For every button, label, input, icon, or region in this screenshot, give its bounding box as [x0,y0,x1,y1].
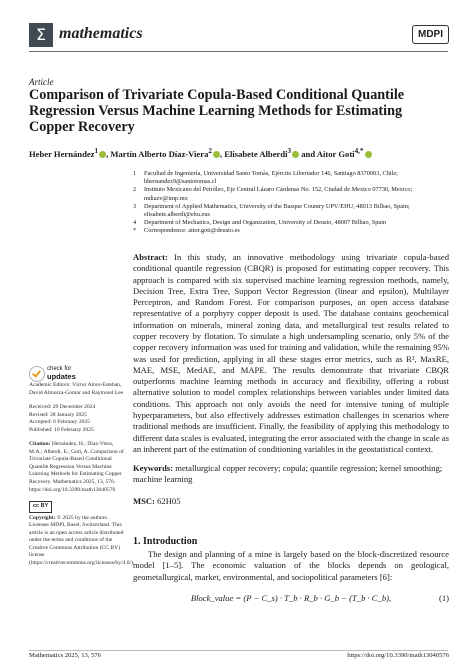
author-name[interactable]: Heber Hernández [29,148,95,159]
equation-body: Block_value = (P − C_s) · T_b · R_b · G_b − (T_b · C_b), [190,593,392,603]
orcid-icon[interactable] [213,151,220,158]
check-updates-text: check for updates [47,366,76,381]
affiliation-number: 1 [133,170,137,177]
intro-text: The design and planning of a mine is largely based on the block-discretized resource model [1–5]. The economic valuation of the blocks depends on geological, geometallurgical, market, environmental, and sociopolitical parameters [6]: [133,549,449,582]
intro-paragraph [133,549,449,583]
journal-name: mathematics [59,25,143,42]
keywords [133,463,449,486]
citation-text[interactable]: Hernández, H.; Díaz-Viera, M.A.; Alberdi, E.; Goti, A. Comparison of Trivariate Copula-Based Conditional Quantile Regression Versus Machine Learning Methods for Estimating Copper Recovery. Mathematics 2025, 13, 576. https://doi.org/10.3390/math13040576 [29,441,124,493]
received-date: Received: 29 December 2024 [29,404,96,411]
header-divider [29,51,448,52]
footer-citation: Mathematics 2025, 13, 576 [29,652,101,659]
publisher-logo: MDPI [412,25,449,44]
affiliation-text: Department of Mechanics, Design and Organization, University of Deusto, 48007 Bilbao, Spain [144,219,387,227]
paper-title: Comparison of Trivariate Copula-Based Conditional Quantile Regression Versus Machine Learning Methods for Estimating Copper Recovery [29,87,405,136]
orcid-icon[interactable] [365,151,372,158]
footer-divider [29,650,448,651]
keywords-label: Keywords: [133,463,174,473]
journal-logo: Σ [29,23,53,47]
author-affil-sup: 1 [94,147,99,155]
abstract-label: Abstract: [133,252,168,262]
msc-classification [133,496,181,506]
academic-editors: Academic Editors: Víctor Amor-Esteban, David Almorza-Gomar and Raymond Lee [29,382,124,396]
section-heading: 1. Introduction [133,536,198,547]
affiliation-number: 2 [133,186,137,194]
article-type-label: Article [29,77,54,87]
affiliations [133,170,449,236]
affiliation-text: Department of Applied Mathematics, University of the Basque Country UPV/EHU, 48013 Bilbao, Spain; elisabete.alberdi@ehu.eus [144,202,410,219]
affiliation-item [133,227,449,235]
article-sidebar [29,382,135,567]
affiliation-text: Instituto Mexicano del Petróleo, Eje Central Lázaro Cárdenas No. 152, Ciudad de Mexico 07730, Mexico; mdiazv@imp.mx [144,186,413,202]
author-name[interactable]: Martín Alberto Díaz-Viera [110,148,209,159]
author-name[interactable]: Aitor Goti [316,148,355,159]
affiliation-text: Facultad de Ingeniería, Universidad Santo Tomás, Ejército Libertador 146, Santiago 8370003, Chile; hhernandez9@santotomas.cl [144,170,398,186]
orcid-icon[interactable] [292,151,299,158]
abstract-text: In this study, an innovative methodology using trivariate copula-based conditional quantile regression (CBQR) is proposed for estimating copper recovery. This approach is compared with six supervised machine learning regression methods, namely, Decision Tree, Extra Tree, Support Vector Regression (linear and epsilon), Multilayer Perceptron, and Random Forest. For comparison purposes, an open access database representative of a porphyry copper deposit is used. The database contains geochemical information on minerals, mineral zoning data, and metallurgical test results related to copper recovery by flotation. To simulate a high undersampling scenario, only 5% of the copper recovery information was used for training and validation, while the remaining 95% was used for prediction, applying in all these stages error metrics, such as R², MaxRE, MAE, MSE, MedAE, and MAPE. The results demonstrate that trivariate CBQR outperforms machine learning methods in accuracy and flexibility, offering a robust alternative solution to model complex relationships between variables under limited data conditions. This approach not only avoids the need for intensive tuning of multiple hyperparameters, but also effectively addresses estimation challenges in scenarios where traditional methods are insufficient. Finally, the feasibility of applying this methodology to different data scales is evaluated, integrating the error associated with the change in scale as an inherent part of the estimation of conditioning variables in the geostatistical context. [133,252,450,454]
revised-date: Revised: 28 January 2025 [29,411,87,418]
affiliation-number: 4 [133,219,137,227]
orcid-icon[interactable] [99,151,106,158]
affiliation-number: * [133,227,137,235]
cc-license-badge[interactable]: cc BY [29,501,52,513]
affiliation-item [133,219,449,227]
author-name[interactable]: Elisabete Alberdi [224,148,288,159]
author-affil-sup: 3 [287,147,292,155]
check-updates-icon [29,366,45,382]
published-date: Published: 10 February 2025 [29,426,94,433]
copyright-label: Copyright: [29,514,56,521]
citation [29,441,124,494]
abstract [133,252,449,455]
affiliation-number: 3 [133,202,137,210]
keywords-text: metallurgical copper recovery; copula; quantile regression; kernel smoothing; machine learning [133,463,443,485]
msc-label: MSC: [133,496,155,506]
accepted-date: Accepted: 6 February 2025 [29,419,91,426]
citation-label: Citation: [29,441,51,448]
author-list: Heber Hernández$^1$ , Martín Alberto Díaz-Viera$^2$ , Elisabete Alberdi$^3$ and Aitor Goti$^{4,*}$ [29,147,449,159]
copyright [29,514,135,568]
author-affil-sup: 2 [208,147,212,155]
doi-link[interactable]: https://doi.org/10.3390/math13040576 [347,652,449,659]
author-affil-sup: 4,* [354,147,364,155]
affiliation-item [133,203,449,219]
equation-number: (1) [438,593,449,603]
copyright-text: © 2025 by the authors. Licensee MDPI, Basel, Switzerland. This article is an open access article distributed under the terms and conditions of the Creative Commons Attribution (CC BY) license (https://creativecommons.org/licenses/by/4.0/). [29,514,135,566]
affiliation-text: Correspondence: aitor.goti@deusto.es [144,227,240,235]
affiliation-item [133,186,449,202]
affiliation-item [133,170,449,186]
msc-text: 62H05 [157,496,181,506]
